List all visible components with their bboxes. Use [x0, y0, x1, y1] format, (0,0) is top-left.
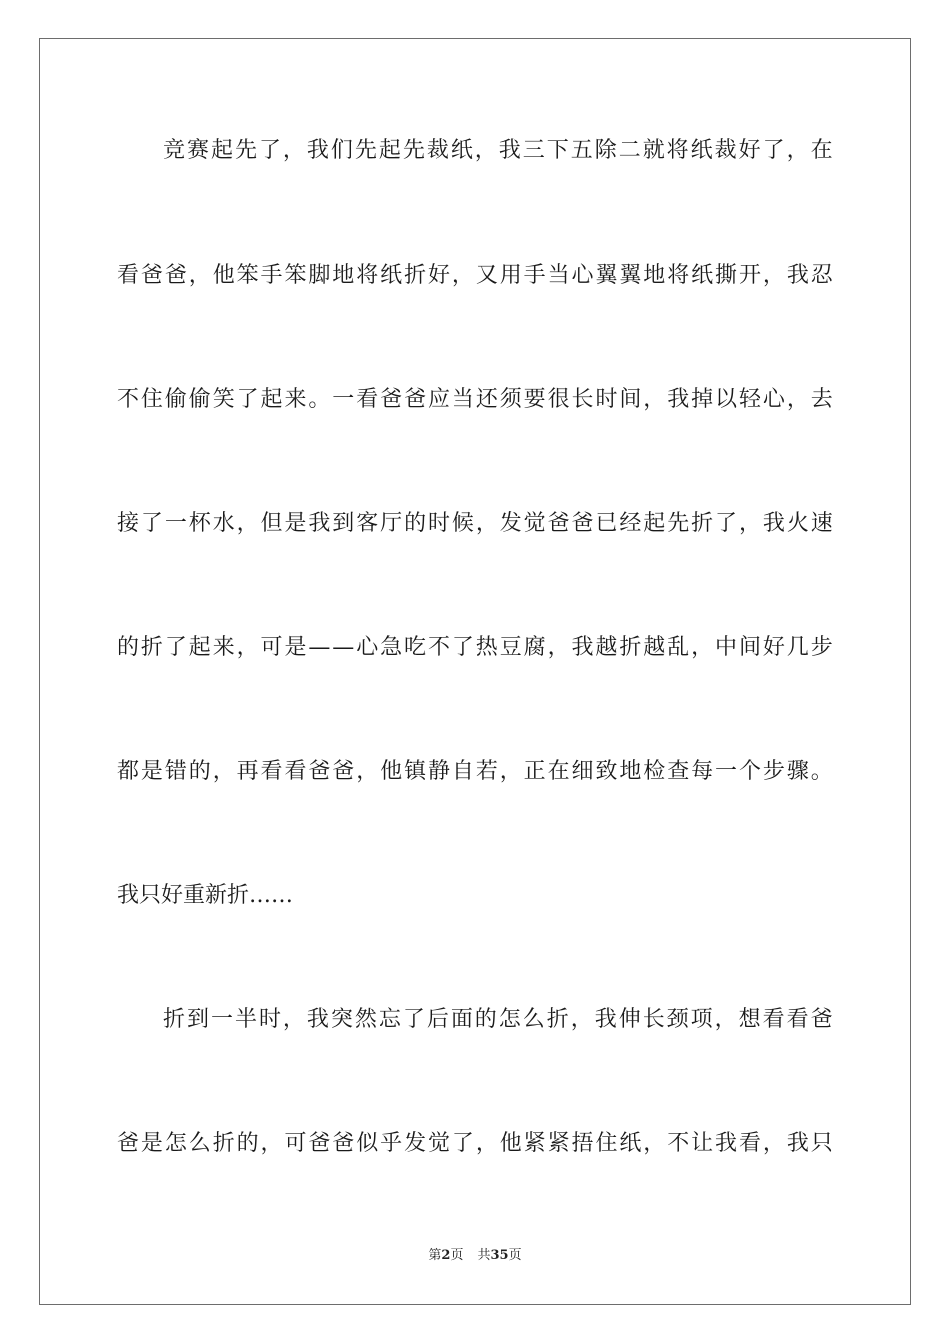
- text-line: [0, 628, 950, 668]
- total-page-number: 35: [490, 1248, 509, 1263]
- paragraph-2-line-1: 折 到 一 半 时 ， 我 突 然 忘 了 后 面 的 怎 么 折 ， 我 伸 长 颈 项 ， 想 看 看 爸: [163, 1007, 833, 1032]
- current-page-number: 2: [441, 1248, 451, 1263]
- paragraph-1-line-3: 不 住 偷 偷 笑 了 起 来 。 一 看 爸 爸 应 当 还 须 要 很 长 时 间 ， 我 掉 以 轻 心 ， 去: [117, 387, 833, 412]
- page-footer: [0, 1247, 950, 1265]
- text-line: [0, 876, 950, 916]
- text-line: [0, 1000, 950, 1040]
- text-line: [0, 1124, 950, 1164]
- text-line: [0, 256, 950, 296]
- paragraph-1-line-6: 都 是 错 的 ， 再 看 看 爸 爸 ， 他 镇 静 自 若 ， 正 在 细 致 地 检 查 每 一 个 步 骤 。: [117, 759, 833, 784]
- paragraph-1-line-1: 竞 赛 起 先 了 ， 我 们 先 起 先 裁 纸 ， 我 三 下 五 除 二 就 将 纸 裁 好 了 ， 在: [163, 138, 833, 163]
- paragraph-1-line-4: 接 了 一 杯 水 ， 但 是 我 到 客 厅 的 时 候 ， 发 觉 爸 爸 已 经 起 先 折 了 ， 我 火 速: [117, 511, 833, 536]
- text-line: [0, 504, 950, 544]
- paragraph-2-line-2: 爸 是 怎 么 折 的 ， 可 爸 爸 似 乎 发 觉 了 ， 他 紧 紧 捂 住 纸 ， 不 让 我 看 ， 我 只: [117, 1131, 833, 1156]
- text-line: [0, 131, 950, 171]
- page-border: [39, 38, 911, 1305]
- paragraph-1-line-2: 看 爸 爸 ， 他 笨 手 笨 脚 地 将 纸 折 好 ， 又 用 手 当 心 翼 翼 地 将 纸 撕 开 ， 我 忍: [117, 263, 833, 288]
- text-line: [0, 380, 950, 420]
- paragraph-1-line-5: 的 折 了 起 来 ， 可 是 — — 心 急 吃 不 了 热 豆 腐 ， 我 越 折 越 乱 ， 中 间 好 几 步: [117, 635, 833, 660]
- text-line: [0, 752, 950, 792]
- total-prefix: 共: [477, 1248, 491, 1263]
- page-suffix: 页: [450, 1248, 464, 1263]
- total-suffix: 页: [508, 1248, 522, 1263]
- paragraph-1-line-7: 我只好重新折……: [117, 883, 294, 908]
- page-prefix: 第: [428, 1248, 442, 1263]
